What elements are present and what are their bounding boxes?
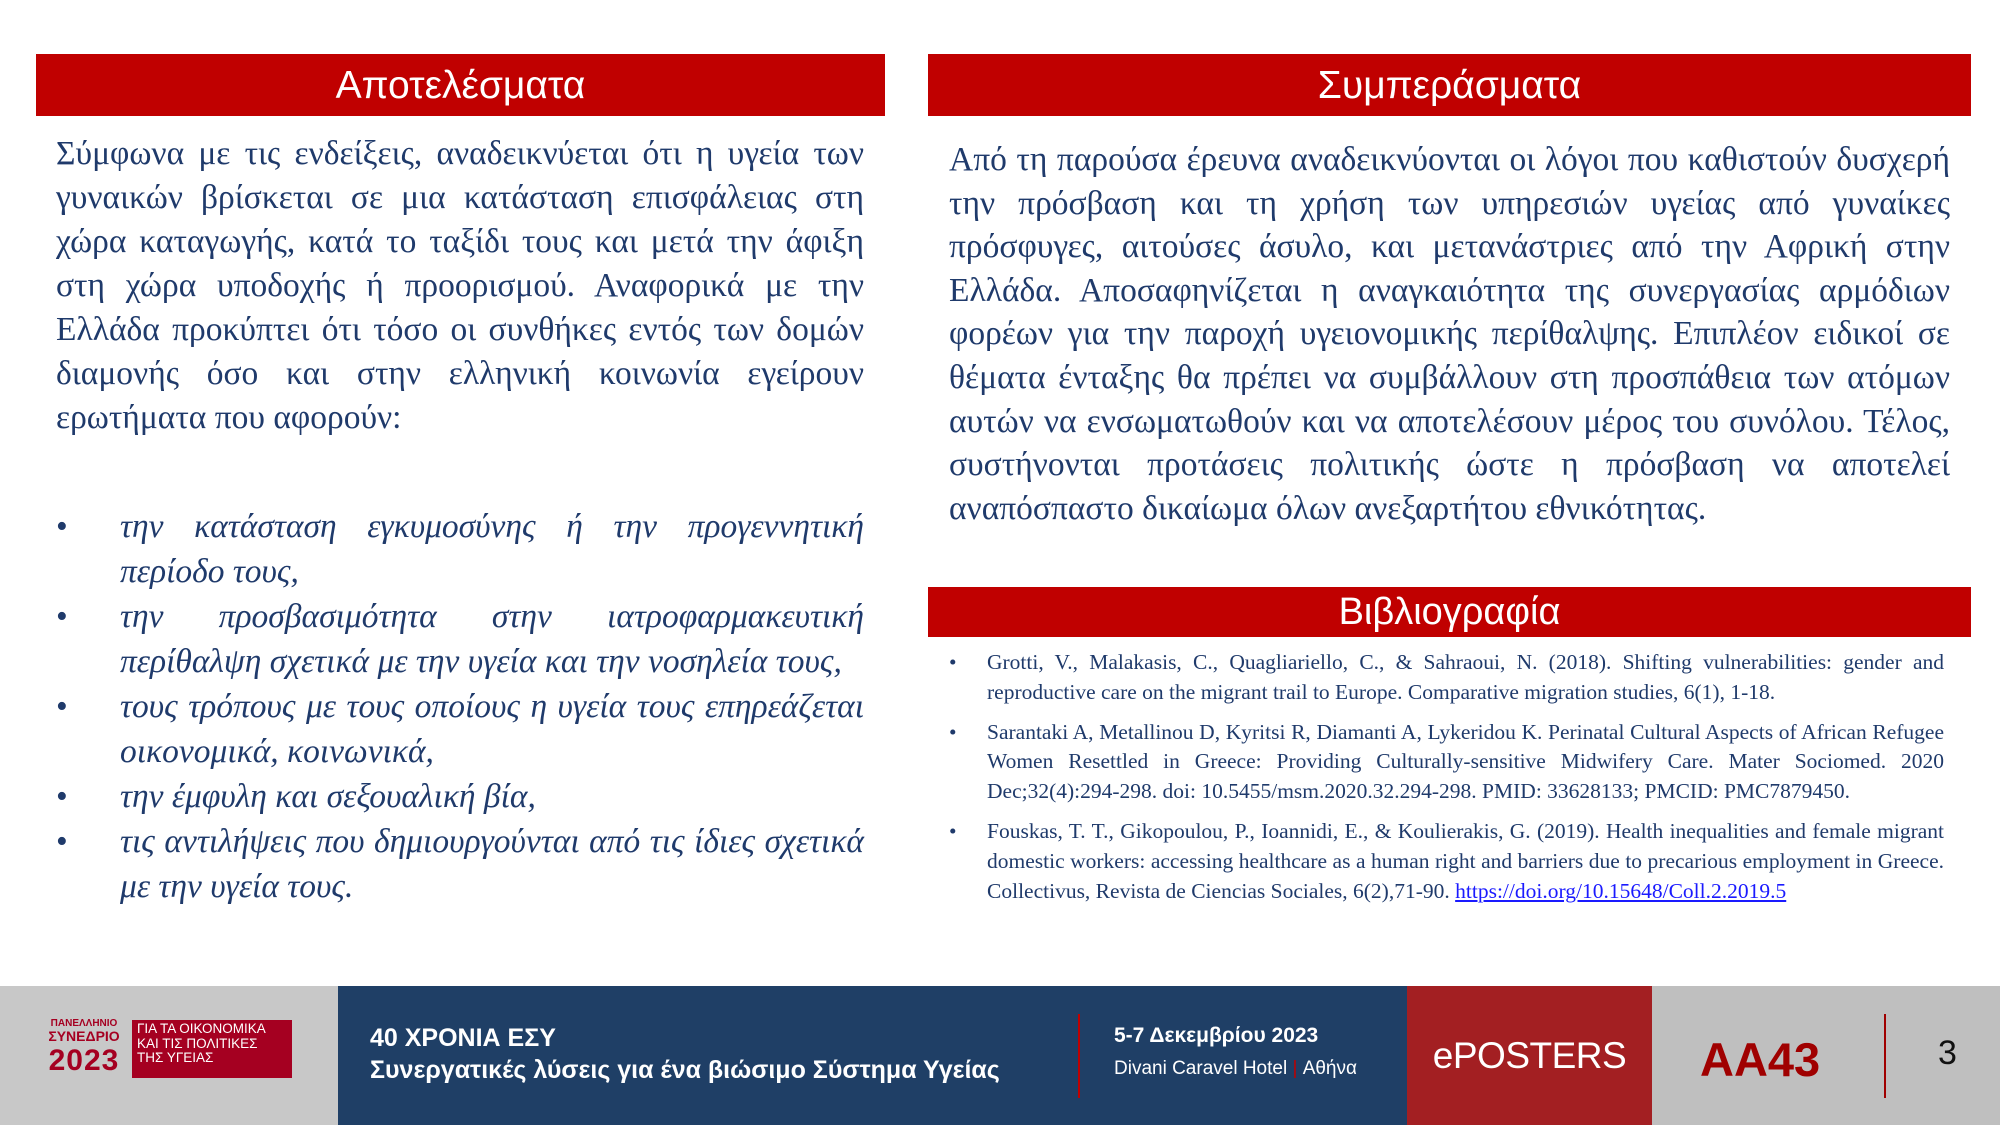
list-item [56, 594, 864, 684]
conference-subtitle: Συνεργατικές λύσεις για ένα βιώσιμο Σύστημα Υγείας [370, 1056, 1000, 1084]
list-item-text: την προσβασιμότητα στην ιατροφαρμακευτική περίθαλψη σχετικά με την υγεία και την νοσηλεία τους, [120, 598, 864, 680]
list-item-text: την έμφυλη και σεξουαλική βία, [120, 778, 536, 815]
list-item [56, 819, 864, 909]
venue-name: Divani Caravel Hotel [1114, 1058, 1288, 1079]
list-item [56, 774, 864, 819]
congress-logo [0, 986, 338, 1125]
results-header: Αποτελέσματα [36, 54, 885, 116]
logo-year: 2023 [48, 1044, 120, 1077]
list-item [56, 504, 864, 594]
logo-wordmark [40, 1018, 128, 1076]
conference-venue [1114, 1058, 1357, 1080]
logo-box-line-3: ΤΗΣ ΥΓΕΙΑΣ [137, 1050, 214, 1065]
logo-box-line-1: ΓΙΑ ΤΑ ΟΙΚΟΝΟΜΙΚΑ [137, 1021, 266, 1036]
reference-item [949, 817, 1944, 906]
reference-list [949, 648, 1944, 916]
list-item-text: την κατάσταση εγκυμοσύνης ή την προγεννητική περίοδο τους, [120, 508, 864, 590]
logo-box-line-2: ΚΑΙ ΤΙΣ ΠΟΛΙΤΙΚΕΣ [137, 1035, 258, 1051]
bullet-icon: • [949, 719, 957, 744]
reference-text: Grotti, V., Malakasis, C., Quagliariello, C., & Sahraoui, N. (2018). Shifting vulnerabilities: gender and reproductive care on the migrant trail to Europe. Comparative migration studies, 6(1), 1-18. [987, 650, 1944, 704]
list-item [56, 684, 864, 774]
eposters-label: ePOSTERS [1407, 986, 1652, 1125]
divider [1078, 1014, 1080, 1098]
results-bullet-list [56, 504, 864, 909]
reference-item [949, 648, 1944, 708]
venue-separator: | [1292, 1058, 1298, 1079]
venue-city: Αθήνα [1302, 1058, 1357, 1079]
reference-text: Sarantaki A, Metallinou D, Kyritsi R, Diamanti A, Lykeridou K. Perinatal Cultural Aspects of African Refugee Women Resettled in Greece: Providing Culturally-sensitive Midwifery Care. Mater Sociomed. 2020 Dec;32(4):294-298. doi: 10.5455/msm.2020.32.294-298. PMID: 33628133; PMCID: PMC7879450. [987, 719, 1944, 804]
bullet-icon: • [56, 823, 68, 860]
bullet-icon: • [56, 598, 68, 635]
footer-banner [0, 986, 2000, 1125]
bullet-icon: • [949, 650, 957, 674]
conference-info [338, 986, 1407, 1125]
bullet-icon: • [56, 778, 68, 815]
bibliography-header: Βιβλιογραφία [928, 587, 1971, 637]
page-number: 3 [1938, 1034, 1957, 1072]
list-item-text: τις αντιλήψεις που δημιουργούνται από τις ίδιες σχετικά με την υγεία τους. [120, 823, 864, 905]
list-item-text: τους τρόπους με τους οποίους η υγεία τους επηρεάζεται οικονομικά, κοινωνικά, [120, 688, 864, 770]
logo-line-2: ΣΥΝΕΔΡΙΟ [48, 1028, 120, 1044]
conference-title: 40 ΧΡΟΝΙΑ ΕΣΥ [370, 1024, 556, 1052]
logo-red-box [132, 1020, 292, 1078]
conclusions-header: Συμπεράσματα [928, 54, 1971, 116]
reference-text: Fouskas, T. T., Gikopoulou, P., Ioannidi, E., & Koulierakis, G. (2019). Health inequalities and female migrant domestic workers: accessing healthcare as a human right and barriers due to precarious employment in Greece. Collectivus, Revista de Ciencias Sociales, 6(2),71-90. [987, 818, 1944, 903]
conference-dates: 5-7 Δεκεμβρίου 2023 [1114, 1024, 1319, 1047]
logo-line-1: ΠΑΝΕΛΛΗΝΙΟ [50, 1018, 118, 1029]
conclusions-body: Από τη παρούσα έρευνα αναδεικνύονται οι λόγοι που καθιστούν δυσχερή την πρόσβαση και τη χρήση των υπηρεσιών υγείας από γυναίκες πρόσφυγες, αιτούσες άσυλο, και μετανάστριες από την Αφρική στην Ελλάδα. Αποσαφηνίζεται η αναγκαιότητα της συνεργασίας αρμόδιων φορέων για την παροχή υγειονομικής περίθαλψης. Επιπλέον ειδικοί σε θέματα ένταξης θα πρέπει να συμβάλλουν στη προσπάθεια των ατόμων αυτών να ενσωματωθούν και να αποτελέσουν μέρος του συνόλου. Τέλος, συστήνονται προτάσεις πολιτικής ώστε η πρόσβαση να αποτελεί αναπόσπαστο δικαίωμα όλων ανεξαρτήτου εθνικότητας. [949, 141, 1950, 527]
bullet-icon: • [56, 688, 68, 725]
bullet-icon: • [56, 508, 68, 545]
reference-item [949, 718, 1944, 807]
bullet-icon: • [949, 818, 957, 843]
doi-link[interactable]: https://doi.org/10.15648/Coll.2.2019.5 [1455, 878, 1787, 903]
results-intro: Σύμφωνα με τις ενδείξεις, αναδεικνύεται ότι η υγεία των γυναικών βρίσκεται σε μια κατάσταση επισφάλειας στη χώρα καταγωγής, κατά το ταξίδι τους και μετά την άφιξη στη χώρα υποδοχής ή προορισμού. Αναφορικά με την Ελλάδα προκύπτει ότι τόσο οι συνθήκες εντός των δομών διαμονής όσο και στην ελληνική κοινωνία εγείρουν ερωτήματα που αφορούν: [56, 135, 864, 436]
divider [1884, 1014, 1886, 1098]
poster-id-area [1652, 986, 2000, 1125]
poster-code: AA43 [1700, 1033, 1821, 1086]
